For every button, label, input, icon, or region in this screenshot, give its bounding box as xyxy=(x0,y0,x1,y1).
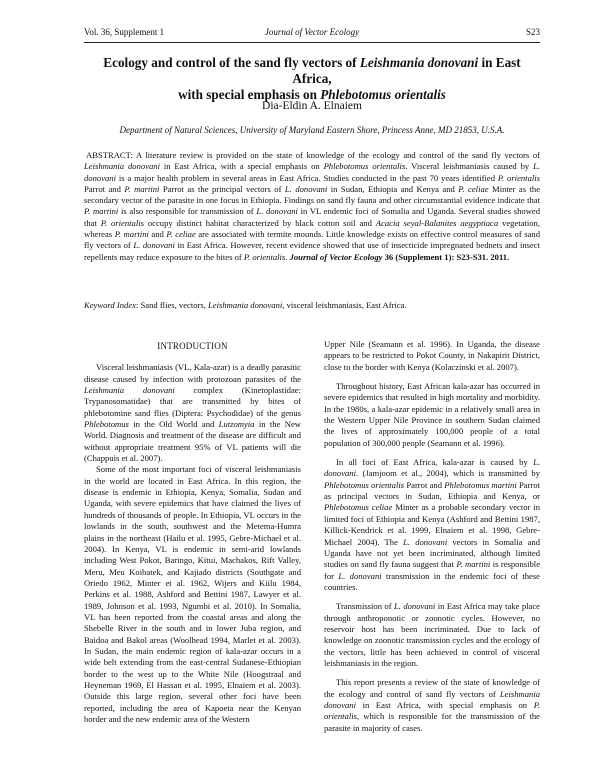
paragraph: In all foci of East Africa, kala-azar is caused by L. donovani. (Jamjoom et al., 2004), which is transmitted by Phlebotomus orientalis Parrot and Phlebotomus martini Parrot as principal vectors in Sudan, Ethiopia and Kenya, or Phlebotomus celiae Minter as a probable secondary vector in limited foci of Ethiopia and Kenya (Ashford and Bettini 1987, Killick-Kendrick et al. 1999, Elnaiem et al. 1998, Gebre-Michael 2004). The L. donovani vectors in Somalia and Uganda have not yet been incriminated, although limited studies on sand fly fauna suggest that P. martini is responsible for L. donovani transmission in the endemic foci of these countries. xyxy=(324,457,541,592)
author-affiliation: Department of Natural Sciences, University of Maryland Eastern Shore, Princess Anne, MD 21853, U.S.A. xyxy=(119,125,505,135)
header-rule xyxy=(84,42,540,43)
journal-name: Journal of Vector Ecology xyxy=(264,27,360,37)
paragraph: Upper Nile (Seamann et al. 1996). In Uganda, the disease appears to be restricted to Pokot County, in Nakapirit District, close to the border with Kenya (Kolaczinski et al. 2007). xyxy=(324,339,540,372)
abstract: ABSTRACT: A literature review is provided on the state of knowledge of the ecology and control of the sand fly vectors of Leishmania donovani in East Africa, with a special emphasis on Phlebotomus orientalis. Visceral leishmaniasis caused by L. donovani is a major health problem in several areas in East Africa. Studies conducted in the past 70 years identified P. orientalis Parrot and P. martini Parrot as the principal vectors of L. donovani in Sudan, Ethiopia and Kenya and P. celiae Minter as the secondary vector of the parasite in one focus in Ethiopia. Findings on sand fly fauna and other circumstantial evidence indicate that P. martini is also responsible for transmission of L. donovani in VL endemic foci of Somalia and Uganda. Several studies showed that P. orientalis occupy distinct habitat characterized by black cotton soil and Acacia seyal-Balanites aegyptiaca vegetation, whereas P. martini and P. celiae are associated with termite mounds. Little knowledge exists on effective control measures of sand fly vectors of L. donovani in East Africa. However, recent evidence showed that use of insecticide impregnated bednets and insect repellents may reduce exposure to the bites of P. orientalis. Journal of Vector Ecology 36 (Supplement 1): S23-S31. 2011. xyxy=(84,150,541,262)
keyword-label: Keyword Index xyxy=(84,300,136,310)
body-column-left xyxy=(84,339,301,725)
paragraph: Visceral leishmaniasis (VL, Kala-azar) is a deadly parasitic disease caused by infection with protozoan parasites of the Leishmania donovani complex (Kinetoplastidae: Trypanosomatidae) that are transmitted by bites of phlebotomine sand flies (Diptera: Psychodidae) of the genus Phlebotomus in the Old World and Lutzomyia in the New World. Diagnosis and treatment of the disease are difficult and without appropriate treatment 95% of VL patients will die (Chappuis et al. 2007). xyxy=(84,362,301,464)
body-column-right xyxy=(324,339,540,734)
volume-info: Vol. 36, Supplement 1 xyxy=(84,27,165,37)
article-title: Ecology and control of the sand fly vectors of Leishmania donovani in East Africa, with special emphasis on Phlebotomus orientalis xyxy=(103,55,521,102)
keyword-index: Keyword Index: Sand flies, vectors, Leishmania donovani, visceral leishmaniasis, East Africa. xyxy=(84,300,407,310)
author-name: Dia-Eldin A. Elnaiem xyxy=(262,100,362,112)
paragraph: Some of the most important foci of visceral leishmaniasis in the world are located in East Africa. In this region, the disease is endemic in Ethiopia, Kenya, Somalia, Sudan and Uganda, with severe epidemics that have claimed the lives of hundreds of thousands of people. In Ethiopia, VL occurs in the lowlands in the south, southwest and the Metema-Humra plains in the northeast (Hailu et al. 1995, Gebre-Michael et al. 2004). In Kenya, VL is endemic in semi-arid lowlands including West Pokot, Baringo, Kitui, Machakos, Rift Valley, Meru, Meu Koibatek, and Kajiado districts (Southgate and Oriedo 1962, Minter et al. 1962, Wijers and Kiilu 1984, Perkins et al. 1988, Ashford and Bettini 1987, Lawyer et al. 1989, Johnson et al. 1993, Ngumbi et al. 2010). In Somalia, VL has been reported from the coastal areas and along the Shebelle River in the south and in lower Juba region, and Baidoa and Bakol areas (Woolhead 1994, Marlet et al. 2003). In Sudan, the main endemic region of kala-azar occurs in a wide belt extending from the east-central Sudanese-Ethiopian border to the west up to the White Nile (Hoogstraal and Heyneman 1969, El Hassan et al. 1995, Elnaiem et al. 2003). Outside this large region, several other foci have been reported, including the area of Kapoeta near the Kenyan border and the new endemic area of the Western xyxy=(84,464,301,724)
paragraph: This report presents a review of the state of knowledge of the ecology and control of sand fly vectors of Leishmania donovani in East Africa, with special emphasis on P. orientalis, which is responsible for the transmission of the parasite in majority of cases. xyxy=(324,677,540,733)
running-header xyxy=(84,27,540,39)
section-heading-introduction: INTRODUCTION xyxy=(157,341,228,351)
paragraph: Transmission of L. donovani in East Africa may take place through anthroponotic or zoonotic cycles. However, no reservoir host has been incriminated. Due to lack of knowledge on zoonotic transmission cycles and the ecology of the vectors, little has been achieved in control of visceral leishmaniasis in the region. xyxy=(324,601,540,668)
paragraph: Throughout history, East African kala-azar has occurred in severe epidemics that resulted in high mortality and morbidity. In the 1980s, a kala-azar epidemic in a relatively small area in the Western Upper Nile Province in southern Sudan claimed the lives of approximately 100,000 people of a total population of 300,000 people (Seamann et al. 1996). xyxy=(324,381,540,448)
page-number: S23 xyxy=(525,27,540,37)
